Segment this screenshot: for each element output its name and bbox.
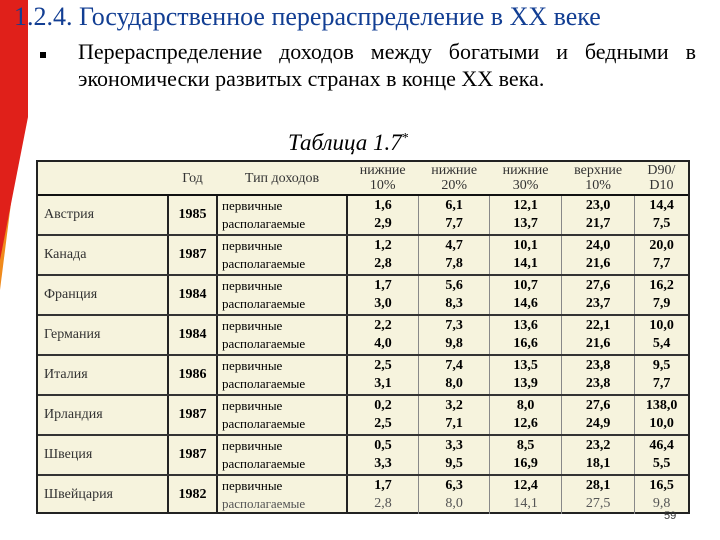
value-cell <box>347 395 418 435</box>
disposable-value: 7,5 <box>652 216 671 231</box>
value-cell <box>490 475 561 514</box>
year-cell: 1982 <box>168 475 217 514</box>
primary-value: 12,4 <box>513 478 538 493</box>
type-disposable-label: располагаемые <box>222 256 306 271</box>
type-primary-label: первичные <box>222 358 283 373</box>
header-bottom-20: нижние 20% <box>418 162 489 195</box>
value-cell <box>347 355 418 395</box>
value-cell <box>635 355 688 395</box>
primary-value: 7,4 <box>445 358 463 373</box>
disposable-value: 9,8 <box>652 496 671 511</box>
disposable-value: 7,7 <box>445 216 463 231</box>
header-income-type: Тип доходов <box>217 162 347 195</box>
disposable-value: 23,8 <box>585 376 611 391</box>
primary-value: 9,5 <box>652 358 671 373</box>
primary-value: 10,0 <box>649 318 674 333</box>
income-type-cell <box>217 355 347 395</box>
table-row <box>38 435 688 475</box>
disposable-value: 21,6 <box>585 256 611 271</box>
bullet-text: Перераспределение доходов между богатыми и бедными в экономически развитых странах в конце XX века. <box>78 39 696 91</box>
value-cell <box>418 435 489 475</box>
disposable-value: 12,6 <box>513 416 538 431</box>
value-cell <box>561 355 635 395</box>
table-row <box>38 235 688 275</box>
header-top-10: верхние 10% <box>561 162 635 195</box>
primary-value: 23,8 <box>585 358 611 373</box>
value-cell <box>635 275 688 315</box>
disposable-value: 14,1 <box>513 496 538 511</box>
disposable-value: 8,3 <box>445 296 463 311</box>
disposable-value: 2,8 <box>374 496 392 511</box>
year-cell: 1985 <box>168 195 217 235</box>
value-cell <box>635 315 688 355</box>
table-header-row <box>38 162 688 195</box>
primary-value: 16,2 <box>649 278 674 293</box>
disposable-value: 7,7 <box>652 256 671 271</box>
primary-value: 0,5 <box>374 438 392 453</box>
type-disposable-label: располагаемые <box>222 336 306 351</box>
primary-value: 24,0 <box>585 238 611 253</box>
disposable-value: 7,1 <box>445 416 463 431</box>
primary-value: 23,2 <box>585 438 611 453</box>
value-cell <box>561 235 635 275</box>
primary-value: 27,6 <box>585 398 611 413</box>
disposable-value: 16,6 <box>513 336 538 351</box>
country-cell: Канада <box>38 235 168 275</box>
table-row <box>38 355 688 395</box>
primary-value: 2,2 <box>374 318 392 333</box>
primary-value: 46,4 <box>649 438 674 453</box>
decorative-red-shape <box>0 0 28 260</box>
value-cell <box>490 195 561 235</box>
disposable-value: 18,1 <box>585 456 611 471</box>
table-row <box>38 395 688 435</box>
value-cell <box>347 275 418 315</box>
year-cell: 1986 <box>168 355 217 395</box>
year-cell: 1984 <box>168 315 217 355</box>
primary-value: 4,7 <box>445 238 463 253</box>
type-primary-label: первичные <box>222 398 283 413</box>
table-row <box>38 275 688 315</box>
type-disposable-label: располагаемые <box>222 416 306 431</box>
disposable-value: 13,7 <box>513 216 538 231</box>
value-cell <box>635 435 688 475</box>
year-cell: 1987 <box>168 395 217 435</box>
value-cell <box>347 315 418 355</box>
primary-value: 7,3 <box>445 318 463 333</box>
primary-value: 2,5 <box>374 358 392 373</box>
income-type-cell <box>217 395 347 435</box>
type-primary-label: первичные <box>222 278 283 293</box>
primary-value: 20,0 <box>649 238 674 253</box>
disposable-value: 14,1 <box>513 256 538 271</box>
income-type-cell <box>217 235 347 275</box>
value-cell <box>418 195 489 235</box>
type-primary-label: первичные <box>222 238 283 253</box>
value-cell <box>418 475 489 514</box>
income-type-cell <box>217 315 347 355</box>
value-cell <box>561 275 635 315</box>
income-table-image <box>36 160 690 514</box>
value-cell <box>490 355 561 395</box>
value-cell <box>418 235 489 275</box>
disposable-value: 16,9 <box>513 456 538 471</box>
disposable-value: 7,7 <box>652 376 671 391</box>
disposable-value: 10,0 <box>649 416 674 431</box>
value-cell <box>418 395 489 435</box>
primary-value: 27,6 <box>585 278 611 293</box>
primary-value: 10,1 <box>513 238 538 253</box>
value-cell <box>490 435 561 475</box>
year-cell: 1984 <box>168 275 217 315</box>
type-primary-label: первичные <box>222 198 283 213</box>
value-cell <box>561 315 635 355</box>
header-year: Год <box>168 162 217 195</box>
primary-value: 14,4 <box>649 198 674 213</box>
type-primary-label: первичные <box>222 318 283 333</box>
country-cell: Швейцария <box>38 475 168 514</box>
value-cell <box>347 475 418 514</box>
primary-value: 16,5 <box>649 478 674 493</box>
primary-value: 12,1 <box>513 198 538 213</box>
disposable-value: 8,0 <box>445 496 463 511</box>
primary-value: 1,2 <box>374 238 392 253</box>
income-type-cell <box>217 195 347 235</box>
slide-title: 1.2.4. Государственное перераспределение в XX веке <box>14 2 601 31</box>
disposable-value: 21,7 <box>585 216 611 231</box>
table-row <box>38 195 688 235</box>
page-number: 59 <box>664 510 677 522</box>
disposable-value: 8,0 <box>445 376 463 391</box>
caption-footnote-mark: * <box>401 131 409 146</box>
primary-value: 5,6 <box>445 278 463 293</box>
value-cell <box>561 195 635 235</box>
disposable-value: 5,5 <box>652 456 671 471</box>
disposable-value: 2,8 <box>374 256 392 271</box>
type-primary-label: первичные <box>222 478 283 493</box>
bullet-marker <box>40 52 46 58</box>
header-bottom-30: нижние 30% <box>490 162 561 195</box>
value-cell <box>418 315 489 355</box>
country-cell: Италия <box>38 355 168 395</box>
primary-value: 6,3 <box>445 478 463 493</box>
country-cell: Франция <box>38 275 168 315</box>
primary-value: 3,3 <box>445 438 463 453</box>
primary-value: 8,5 <box>516 438 535 453</box>
header-bottom-10: нижние 10% <box>347 162 418 195</box>
header-country <box>38 162 168 195</box>
primary-value: 13,6 <box>513 318 538 333</box>
header-d90-d10: D90/ D10 <box>635 162 688 195</box>
income-table <box>38 162 688 514</box>
type-disposable-label: располагаемые <box>222 456 306 471</box>
disposable-value: 3,1 <box>374 376 392 391</box>
value-cell <box>635 235 688 275</box>
disposable-value: 3,3 <box>374 456 392 471</box>
value-cell <box>561 435 635 475</box>
disposable-value: 2,9 <box>374 216 392 231</box>
disposable-value: 9,8 <box>445 336 463 351</box>
disposable-value: 14,6 <box>513 296 538 311</box>
table-caption <box>288 130 409 156</box>
disposable-value: 27,5 <box>585 496 611 511</box>
value-cell <box>418 275 489 315</box>
value-cell <box>490 275 561 315</box>
value-cell <box>347 435 418 475</box>
country-cell: Германия <box>38 315 168 355</box>
value-cell <box>347 235 418 275</box>
primary-value: 13,5 <box>513 358 538 373</box>
primary-value: 0,2 <box>374 398 392 413</box>
value-cell <box>561 395 635 435</box>
table-row <box>38 315 688 355</box>
disposable-value: 21,6 <box>585 336 611 351</box>
value-cell <box>490 235 561 275</box>
value-cell <box>418 355 489 395</box>
year-cell: 1987 <box>168 435 217 475</box>
primary-value: 10,7 <box>513 278 538 293</box>
disposable-value: 3,0 <box>374 296 392 311</box>
primary-value: 1,6 <box>374 198 392 213</box>
primary-value: 23,0 <box>585 198 611 213</box>
disposable-value: 7,8 <box>445 256 463 271</box>
type-disposable-label: располагаемые <box>222 296 306 311</box>
disposable-value: 2,5 <box>374 416 392 431</box>
disposable-value: 13,9 <box>513 376 538 391</box>
income-type-cell <box>217 435 347 475</box>
type-primary-label: первичные <box>222 438 283 453</box>
income-type-cell <box>217 275 347 315</box>
disposable-value: 24,9 <box>585 416 611 431</box>
income-type-cell <box>217 475 347 514</box>
primary-value: 1,7 <box>374 478 392 493</box>
table-body <box>38 195 688 514</box>
primary-value: 138,0 <box>645 398 678 413</box>
type-disposable-label: располагаемые <box>222 376 306 391</box>
country-cell: Швеция <box>38 435 168 475</box>
disposable-value: 4,0 <box>374 336 392 351</box>
caption-text: Таблица 1.7 <box>288 130 402 155</box>
primary-value: 22,1 <box>585 318 611 333</box>
year-cell: 1987 <box>168 235 217 275</box>
primary-value: 28,1 <box>585 478 611 493</box>
value-cell <box>635 395 688 435</box>
primary-value: 3,2 <box>445 398 463 413</box>
value-cell <box>490 315 561 355</box>
type-disposable-label: располагаемые <box>222 216 306 231</box>
disposable-value: 5,4 <box>652 336 671 351</box>
value-cell <box>490 395 561 435</box>
value-cell <box>635 195 688 235</box>
country-cell: Австрия <box>38 195 168 235</box>
disposable-value: 9,5 <box>445 456 463 471</box>
value-cell <box>347 195 418 235</box>
disposable-value: 23,7 <box>585 296 611 311</box>
country-cell: Ирландия <box>38 395 168 435</box>
value-cell <box>635 475 688 514</box>
primary-value: 6,1 <box>445 198 463 213</box>
table-row <box>38 475 688 514</box>
value-cell <box>561 475 635 514</box>
disposable-value: 7,9 <box>652 296 671 311</box>
primary-value: 8,0 <box>516 398 535 413</box>
primary-value: 1,7 <box>374 278 392 293</box>
type-disposable-label: располагаемые <box>222 496 306 511</box>
